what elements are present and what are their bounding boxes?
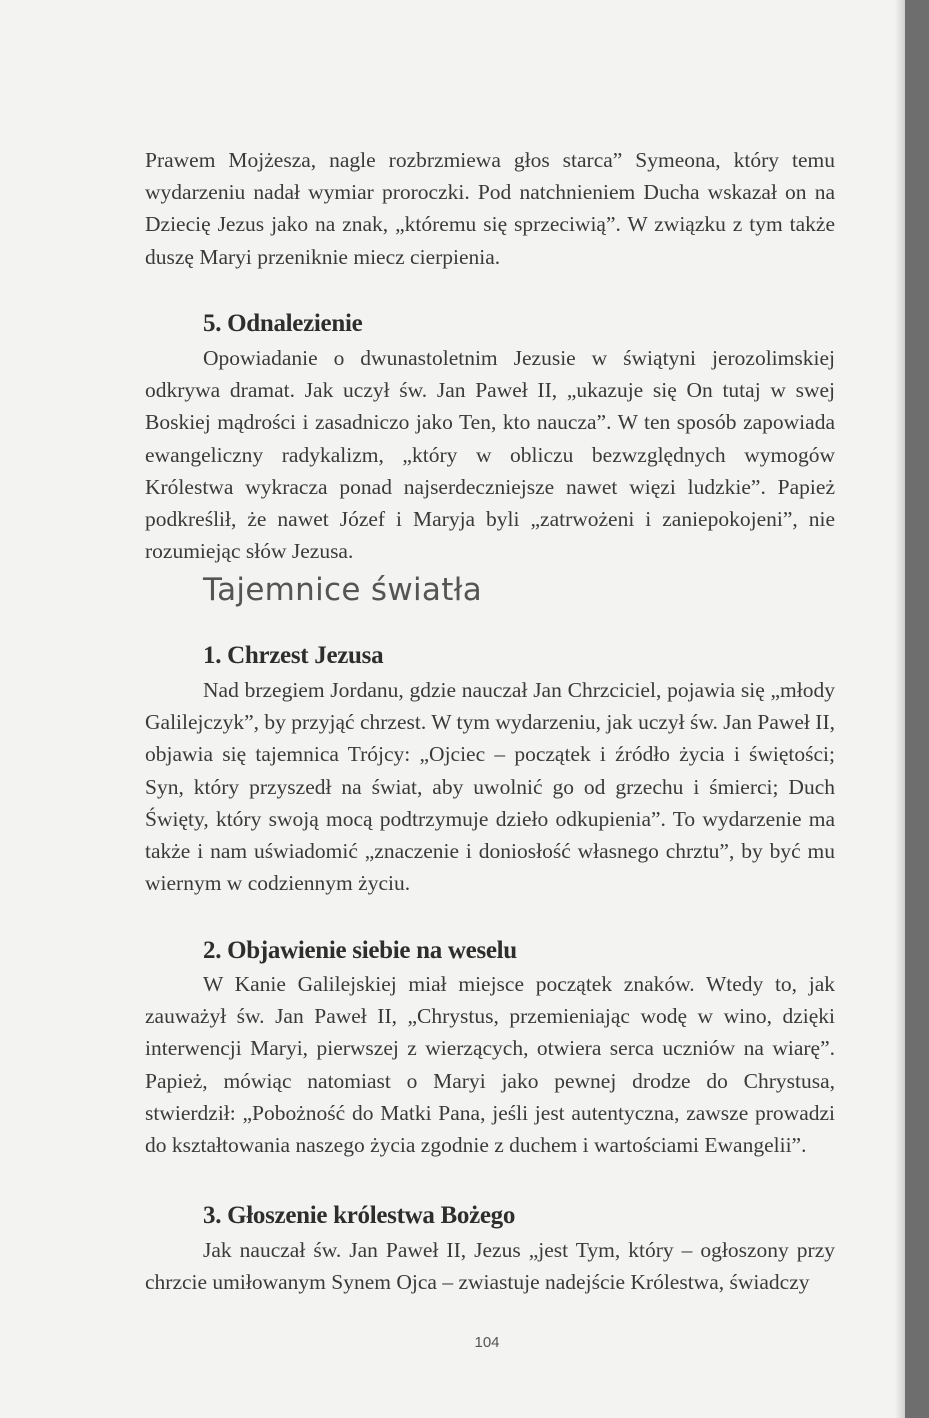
mystery-3-text: Jak nauczał św. Jan Paweł II, Jezus „jest Tym, który – ogłoszony przy chrzcie umiłowanym Synem Ojca – zwiastuje nadejście Królestwa, świadczy	[145, 1238, 835, 1295]
chapter-title: Tajemnice światła	[203, 572, 483, 608]
page-number: 104	[474, 1334, 500, 1351]
section-5-heading: 5. Odnalezienie	[203, 310, 363, 337]
mystery-3-heading: 3. Głoszenie królestwa Bożego	[203, 1202, 516, 1229]
page-edge-shadow	[895, 0, 905, 1418]
mystery-1-heading: 1. Chrzest Jezusa	[203, 642, 384, 669]
mystery-1-text: Nad brzegiem Jordanu, gdzie nauczał Jan Chrzciciel, pojawia się „młody Galilejczyk”, by przyjąć chrzest. W tym wydarzeniu, jak uczył św. Jan Paweł II, objawia się tajemnica Trójcy: „Ojciec – początek i źródło życia i świętości; Syn, który przyszedł na świat, aby uwolnić go od grzechu i śmierci; Duch Święty, który swoją mocą podtrzymuje dzieło odkupienia”. To wydarzenie ma także i nam uświadomić „znaczenie i doniosłość własnego chrztu”, by być mu wiernym w codziennym życiu.	[145, 678, 835, 896]
mystery-2-text: W Kanie Galilejskiej miał miejsce początek znaków. Wtedy to, jak zauważył św. Jan Paweł II, „Chrystus, przemieniając wodę w wino, dzięki interwencji Maryi, pierwszej z wierzących, otwiera serca uczniów na wiarę”. Papież, mówiąc natomiast o Maryi jako pewnej drodze do Chrystusa, stwierdził: „Pobożność do Matki Pana, jeśli jest autentyczna, zawsze prowadzi do kształtowania naszego życia zgodnie z duchem i wartościami Ewangelii”.	[145, 972, 835, 1158]
mystery-2-heading: 2. Objawienie siebie na weselu	[203, 937, 517, 964]
section-5-text: Opowiadanie o dwunastoletnim Jezusie w świątyni jerozolimskiej odkrywa dramat. Jak uczył św. Jan Paweł II, „ukazuje się On tutaj w swej Boskiej mądrości i zasadniczo jako Ten, kto naucza”. W ten sposób zapowiada ewangeliczny radykalizm, „który w obliczu bezwzględnych wymogów Królestwa wykracza ponad najserdeczniejsze nawet więzi ludzkie”. Papież podkreślił, że nawet Józef i Maryja byli „zatrwożeni i zaniepokojeni”, nie rozumiejąc słów Jezusa.	[145, 346, 835, 564]
top-paragraph: Prawem Mojżesza, nagle rozbrzmiewa głos starca” Symeona, który temu wydarzeniu nadał wymiar proroczki. Pod natchnieniem Ducha wskazał on na Dziecię Jezus jako na znak, „któremu się sprzeciwią”. W związku z tym także duszę Maryi przeniknie miecz cierpienia.	[145, 148, 835, 269]
